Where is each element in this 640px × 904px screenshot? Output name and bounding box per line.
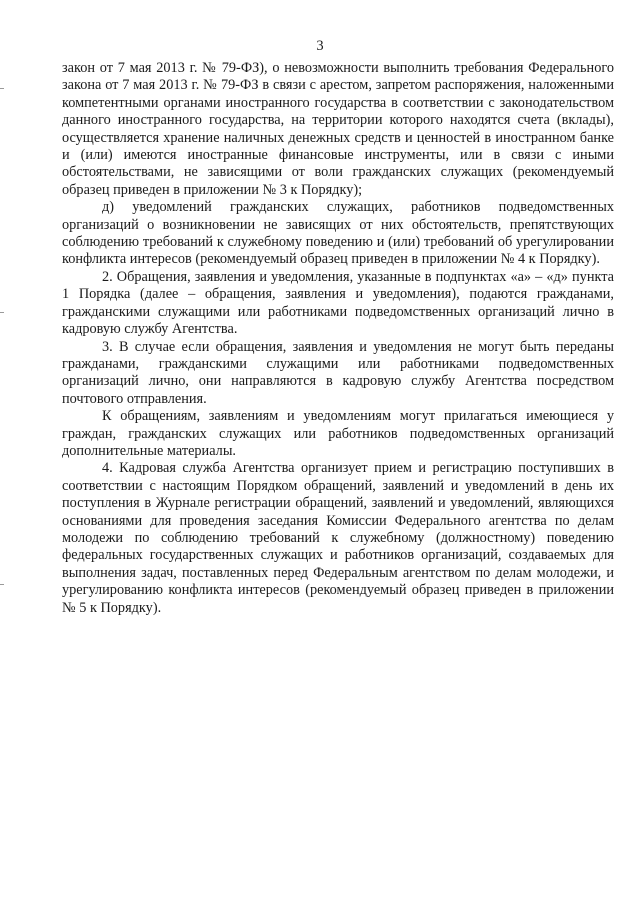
paragraph-point-3: 3. В случае если обращения, заявления и уведомления не могут быть переданы гражданами, гражданскими служащими или работниками подведомственных организаций лично, они направляются в кадровую службу Агентства посредством почтового отправления.: [62, 338, 614, 407]
scan-edge-mark: [0, 312, 4, 313]
document-body: [62, 60, 614, 617]
scan-edge-mark: [0, 88, 4, 89]
scan-edge-mark: [0, 584, 4, 585]
paragraph-continuation: закон от 7 мая 2013 г. № 79-ФЗ), о невозможности выполнить требования Федерального закона от 7 мая 2013 г. № 79-ФЗ в связи с арестом, запретом распоряжения, наложенными компетентными органами иностранного государства в соответствии с законодательством данного иностранного государства, на территории которого находятся счета (вклады), осуществляется хранение наличных денежных средств и ценностей в иностранном банке и (или) имеются иностранные финансовые инструменты, или в связи с иными обстоятельствами, не зависящими от воли гражданских служащих (рекомендуемый образец приведен в приложении № 3 к Порядку);: [62, 60, 614, 198]
paragraph-item-d: д) уведомлений гражданских служащих, работников подведомственных организаций о возникновении не зависящих от них обстоятельств, препятствующих соблюдению требований к служебному поведению и (или) требований об урегулировании конфликта интересов (рекомендуемый образец приведен в приложении № 4 к Порядку).: [62, 199, 614, 268]
page-number: 3: [316, 38, 324, 54]
paragraph-attachments: К обращениям, заявлениям и уведомлениям могут прилагаться имеющиеся у граждан, гражданских служащих или работников подведомственных организаций дополнительные материалы.: [62, 408, 614, 459]
paragraph-point-4: 4. Кадровая служба Агентства организует прием и регистрацию поступивших в соответствии с настоящим Порядком обращений, заявлений и уведомлений в день их поступления в Журнале регистрации обращений, заявлений и уведомлений, являющихся основаниями для проведения заседания Комиссии Федерального агентства по делам молодежи по соблюдению требований к служебному (должностному) поведению федеральных государственных служащих и работников организаций, создаваемых для выполнения задач, поставленных перед Федеральным агентством по делам молодежи, и урегулированию конфликта интересов (рекомендуемый образец приведен в приложении № 5 к Порядку).: [62, 460, 614, 616]
paragraph-point-2: 2. Обращения, заявления и уведомления, указанные в подпунктах «а» – «д» пункта 1 Порядка (далее – обращения, заявления и уведомления), подаются гражданами, гражданскими служащими или работниками подведомственных организаций лично в кадровую службу Агентства.: [62, 268, 614, 338]
